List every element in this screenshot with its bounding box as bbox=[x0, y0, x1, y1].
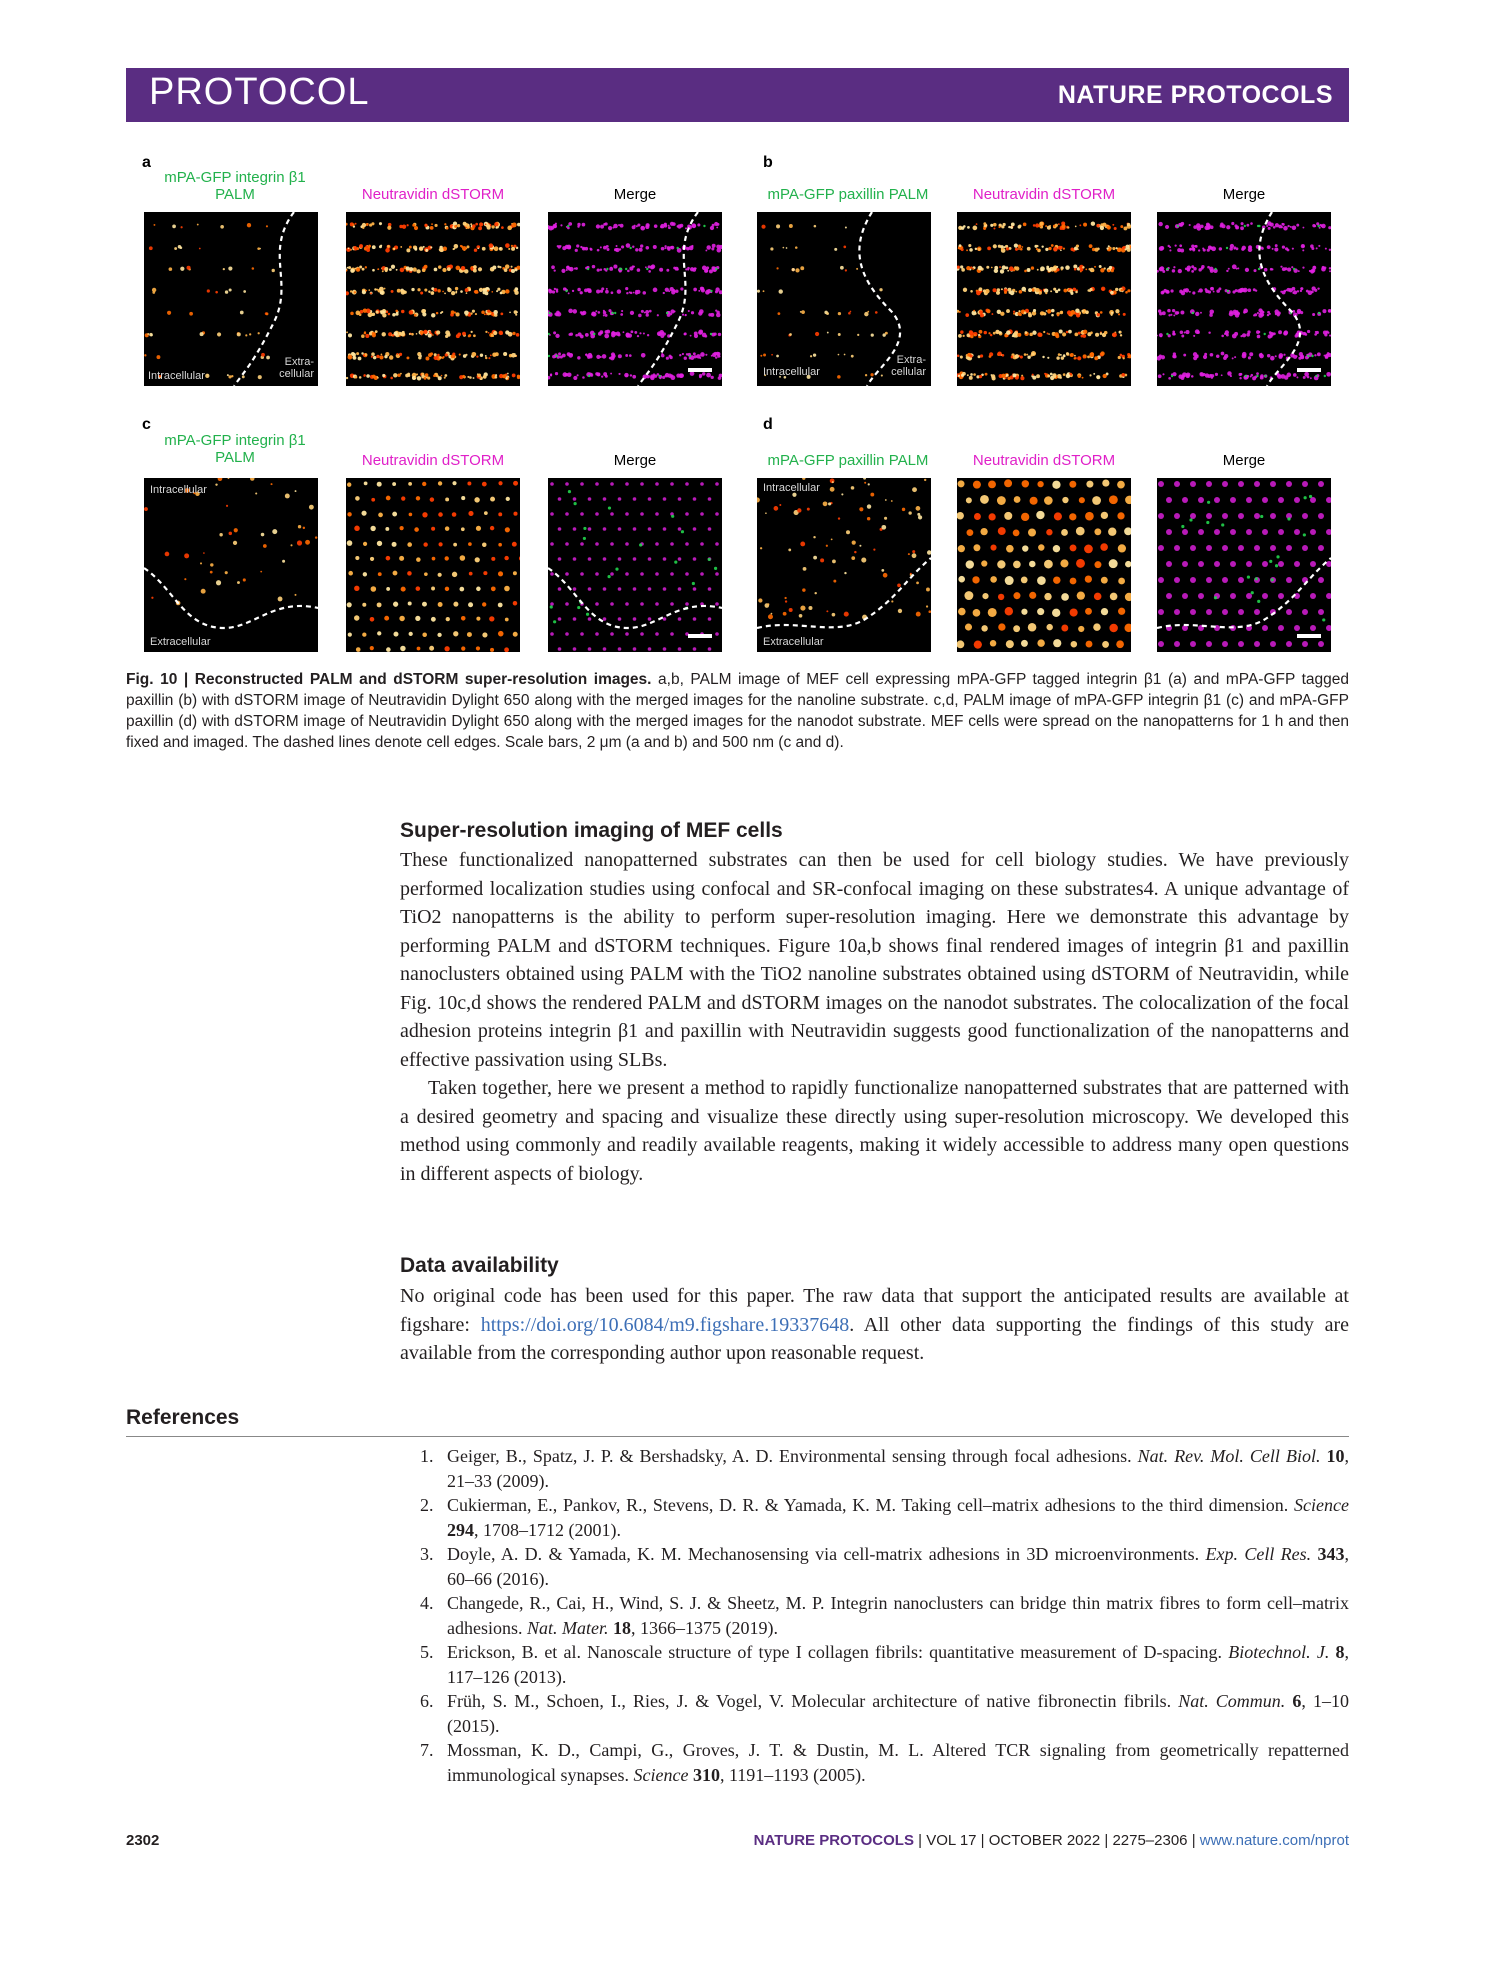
figure-caption bbox=[126, 669, 1349, 753]
panel-b-merge-image bbox=[1157, 212, 1331, 386]
reference-item: 2. Cukierman, E., Pankov, R., Stevens, D. R. & Yamada, K. M. Taking cell–matrix adhesions to the third dimension. Science 294, 1708–1712 (2001). bbox=[420, 1495, 1349, 1540]
panel-c-extracellular-label: Extracellular bbox=[150, 636, 211, 648]
cell-edge-line bbox=[638, 212, 698, 386]
references-title: References bbox=[126, 1406, 240, 1429]
journal-name: NATURE PROTOCOLS bbox=[1057, 81, 1333, 109]
panel-b-label-dstorm: Neutravidin dSTORM bbox=[972, 186, 1116, 203]
section-title-data-availability: Data availability bbox=[400, 1254, 559, 1277]
microscopy-render bbox=[548, 478, 722, 652]
cell-edge-line bbox=[1259, 212, 1300, 386]
journal-url[interactable]: www.nature.com/nprot bbox=[1199, 1832, 1349, 1849]
reference-item: 5. Erickson, B. et al. Nanoscale structure of type I collagen fibrils: quantitative measurement of D-spacing. Biotechnol. J. 8, 117–126 (2013). bbox=[420, 1642, 1350, 1687]
microscopy-render bbox=[957, 212, 1131, 386]
microscopy-render bbox=[144, 478, 318, 652]
cell-edge-line bbox=[1157, 558, 1331, 628]
panel-a-label-dstorm: Neutravidin dSTORM bbox=[361, 186, 505, 203]
microscopy-render bbox=[1157, 212, 1331, 386]
section-body-super-resolution bbox=[400, 846, 1349, 1188]
paragraph-data-availability: No original code has been used for this paper. The raw data that support the anticipated results are available at figshare: https://doi.org/10.6084/m9.figshare.19337648. All other data supporting the findings of this study are available from the corresponding author upon reasonable request. bbox=[400, 1285, 1349, 1364]
microscopy-render bbox=[346, 212, 520, 386]
reference-item: 6. Früh, S. M., Schoen, I., Ries, J. & Vogel, V. Molecular architecture of native fibronectin fibrils. Nat. Commun. 6, 1–10 (2015). bbox=[420, 1691, 1350, 1736]
panel-d-merge-image bbox=[1157, 478, 1331, 652]
panel-c-label-dstorm: Neutravidin dSTORM bbox=[361, 452, 505, 469]
section-body-data-availability bbox=[400, 1282, 1349, 1368]
panel-d-intracellular-label: Intracellular bbox=[763, 482, 820, 494]
paragraph-1: These functionalized nanopatterned substrates can then be used for cell biology studies. We have previously performed localization studies using confocal and SR-confocal imaging on these substrates4. A unique advantage of TiO2 nanopatterns is the ability to perform super-resolution imaging. Here we demonstrate this advantage by performing PALM and dSTORM techniques. Figure 10a,b shows final rendered images of integrin β1 and paxillin nanoclusters obtained using PALM with the TiO2 nanoline substrates obtained using dSTORM of Neutravidin, while Fig. 10c,d shows the rendered PALM and dSTORM images on the nanodot substrates. The colocalization of the focal adhesion proteins integrin β1 and paxillin with Neutravidin suggests good functionalization of the nanopatterns and effective passivation using SLBs. bbox=[400, 849, 1349, 1071]
panel-b-dstorm-image bbox=[957, 212, 1131, 386]
panel-b-intracellular-label: Intracellular bbox=[763, 366, 820, 378]
panel-letter-d: d bbox=[763, 416, 773, 433]
page-number: 2302 bbox=[126, 1832, 160, 1849]
microscopy-render bbox=[1157, 478, 1331, 652]
cell-edge-line bbox=[144, 568, 318, 628]
reference-item: 3. Doyle, A. D. & Yamada, K. M. Mechanosensing via cell-matrix adhesions in 3D microenvironments. Exp. Cell Res. 343, 60–66 (2016). bbox=[420, 1544, 1349, 1589]
panel-letter-b: b bbox=[763, 154, 773, 171]
cell-edge-line bbox=[757, 558, 931, 628]
scale-bar bbox=[1297, 634, 1321, 638]
references-divider bbox=[126, 1436, 1349, 1437]
scale-bar bbox=[688, 634, 712, 638]
paragraph-2: Taken together, here we present a method to rapidly functionalize nanopatterned substrates that are patterned with a desired geometry and spacing and visualize these directly using super-resolution microscopy. We developed this method using commonly and readily available reagents, making it widely accessible to address many open questions in different aspects of biology. bbox=[400, 1077, 1349, 1185]
panel-d-dstorm-image bbox=[957, 478, 1131, 652]
section-label: PROTOCOL bbox=[149, 71, 370, 113]
reference-item: 4. Changede, R., Cai, H., Wind, S. J. & Sheetz, M. P. Integrin nanoclusters can bridge thin matrix fibres to form cell–matrix adhesions. Nat. Mater. 18, 1366–1375 (2019). bbox=[420, 1593, 1349, 1638]
scale-bar bbox=[688, 368, 712, 372]
panel-a-label-merge: Merge bbox=[613, 186, 657, 203]
microscopy-render bbox=[346, 478, 520, 652]
panel-d-palm-image bbox=[757, 478, 931, 652]
references-list bbox=[400, 1444, 1349, 1787]
panel-d-label-palm: mPA-GFP paxillin PALM bbox=[767, 452, 929, 469]
panel-c-label-merge: Merge bbox=[613, 452, 657, 469]
panel-d-extracellular-label: Extracellular bbox=[763, 636, 824, 648]
scale-bar bbox=[1297, 368, 1321, 372]
reference-item: 7. Mossman, K. D., Campi, G., Groves, J. T. & Dustin, M. L. Altered TCR signaling from geometrically repatterned immunological synapses. Science 310, 1191–1193 (2005). bbox=[420, 1740, 1349, 1785]
panel-a-intracellular-label: Intracellular bbox=[148, 370, 205, 382]
page-header bbox=[126, 68, 1349, 122]
panel-letter-a: a bbox=[142, 154, 151, 171]
microscopy-render bbox=[548, 212, 722, 386]
panel-c-merge-image bbox=[548, 478, 722, 652]
panel-b-label-palm: mPA-GFP paxillin PALM bbox=[767, 186, 929, 203]
panel-c-intracellular-label: Intracellular bbox=[150, 484, 207, 496]
panel-c-dstorm-image bbox=[346, 478, 520, 652]
panel-b-label-merge: Merge bbox=[1222, 186, 1266, 203]
caption-text: a,b, PALM image of MEF cell expressing mPA-GFP tagged integrin β1 (a) and mPA-GFP tagged paxillin (b) with dSTORM image of Neutravidin Dylight 650 along with the merged images for the nanoline substrate. c,d, PALM image of mPA-GFP integrin β1 (c) and mPA-GFP paxillin (d) with dSTORM image of Neutravidin Dylight 650 along with the merged images for the nanodot substrate. MEF cells were spread on the nanopatterns for 1 h and then fixed and imaged. The dashed lines denote cell edges. Scale bars, 2 μm (a and b) and 500 nm (c and d). bbox=[126, 671, 1349, 751]
panel-a-merge-image bbox=[548, 212, 722, 386]
panel-letter-c: c bbox=[142, 416, 151, 433]
microscopy-render bbox=[957, 478, 1131, 652]
panel-a-label-palm: mPA-GFP integrin β1 PALM bbox=[164, 169, 306, 203]
panel-a-extracellular-label: Extra- cellular bbox=[279, 356, 314, 380]
footer-citation: NATURE PROTOCOLS | VOL 17 | OCTOBER 2022 | 2275–2306 | www.nature.com/nprot bbox=[753, 1832, 1349, 1849]
caption-title: Fig. 10 | Reconstructed PALM and dSTORM super-resolution images. bbox=[126, 671, 652, 688]
panel-a-dstorm-image bbox=[346, 212, 520, 386]
panel-d-label-dstorm: Neutravidin dSTORM bbox=[972, 452, 1116, 469]
section-title-super-resolution: Super-resolution imaging of MEF cells bbox=[400, 819, 783, 842]
figshare-link[interactable]: https://doi.org/10.6084/m9.figshare.19337648 bbox=[480, 1313, 850, 1336]
panel-c-palm-image bbox=[144, 478, 318, 652]
reference-item: 1. Geiger, B., Spatz, J. P. & Bershadsky, A. D. Environmental sensing through focal adhesions. Nat. Rev. Mol. Cell Biol. 10, 21–33 (2009). bbox=[420, 1446, 1349, 1491]
panel-d-label-merge: Merge bbox=[1222, 452, 1266, 469]
microscopy-render bbox=[757, 478, 931, 652]
panel-c-label-palm: mPA-GFP integrin β1 PALM bbox=[164, 432, 306, 466]
panel-b-extracellular-label: Extra- cellular bbox=[891, 354, 926, 378]
